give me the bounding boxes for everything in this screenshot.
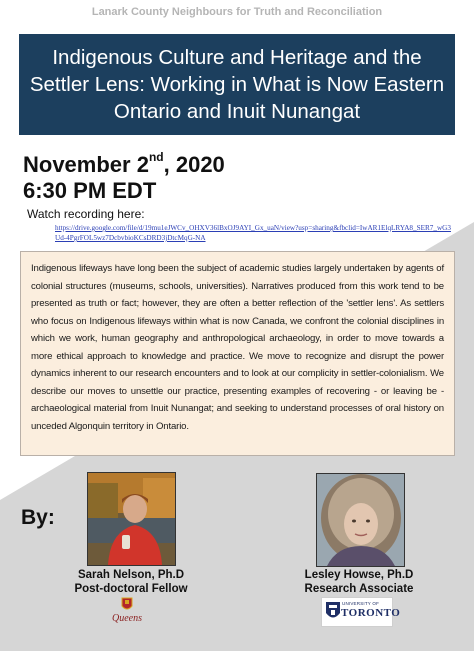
queens-crest-icon [107, 597, 147, 613]
speaker-name: Lesley Howse, Ph.D [304, 569, 414, 581]
speaker-role: Post-doctoral Fellow [74, 583, 188, 595]
speaker-role: Research Associate [304, 583, 414, 595]
recording-label: Watch recording here: [27, 207, 145, 221]
speaker-name: Sarah Nelson, Ph.D [77, 569, 185, 581]
speaker-photo-lesley-howse [316, 473, 405, 567]
date-year: , 2020 [163, 152, 225, 177]
event-title: Indigenous Culture and Heritage and the Settler Lens: Working in What is Now Eastern Ontario and Inuit Nunangat [29, 46, 445, 123]
uoft-logo-line1: UNIVERSITY OF [342, 601, 380, 606]
uoft-logo-line2: TORONTO [341, 607, 401, 619]
queens-logo-text: Queens [112, 613, 142, 624]
event-date [23, 152, 225, 178]
abstract-box [20, 251, 455, 456]
recording-link[interactable]: https://drive.google.com/file/d/19mu1eJWCv_OHXV36lBxOJ9AYI_Gx_uaN/view?usp=sharing&fbclid=IwAR1ElqLRYA8_SER7_wG3Ud-4PgrFOL5wz7DcbvbioKCsDRD3jDtcMqG-NA [55, 224, 451, 242]
title-banner [19, 34, 455, 135]
event-time: 6:30 PM EDT [23, 178, 157, 203]
queens-logo [107, 597, 147, 627]
uoft-logo [321, 597, 401, 627]
date-prefix: November 2 [23, 152, 149, 177]
organization-name: Lanark County Neighbours for Truth and Reconciliation [91, 6, 383, 18]
speaker-photo-sarah-nelson [87, 472, 176, 566]
date-suffix: nd [148, 150, 164, 164]
abstract-text: Indigenous lifeways have long been the subject of academic studies largely undertaken by agents of colonial structures (museums, schools, universities). Narratives produced from this work tend to be presented as truth or fact; however, they are often a better reflection of the 'settler lens'. As settlers who focus on Indigenous lifeways within what is now Canada, we confront the colonial disciplines in which we work, human geography and anthropological archaeology, in order to move towards a more ethical approach to knowledge and practice. We move to recognize and disrupt the power dynamics inherent to our research encounters and to look at our complicity in settler-colonialism. We describe our moves to unsettle our practice, presenting examples of recovering - or leaving be - archaeological material from Inuit Nunangat; and seeking to understand processes of oral history on unceded Algonquin territory in Ontario. [31, 263, 444, 432]
uoft-crest-icon [325, 601, 341, 623]
by-label: By: [21, 506, 55, 529]
